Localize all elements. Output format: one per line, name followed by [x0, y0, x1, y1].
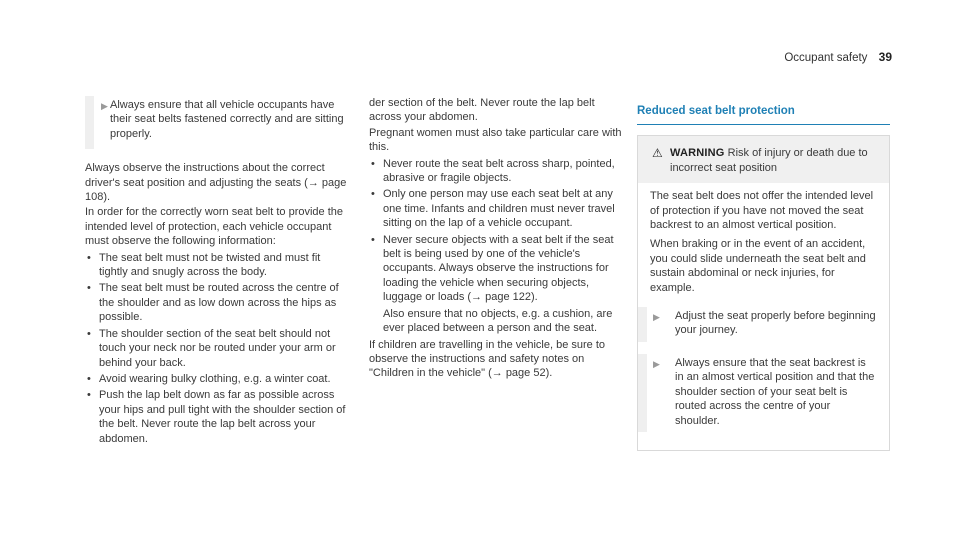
- warning-text-2: When braking or in the event of an accident, you could slide underneath the seat belt and sustain abdominal or neck injuries, for example.: [650, 238, 866, 294]
- list-item: • Never secure objects with a seat belt if the seat belt is being used by one of the vehicle's occupants. Always observe the instructions for loading the vehicle when securing objects, luggage or loads (→ page 122). Also ensure that no objects, e.g. a cushion, are ever placed between a person and the seat.: [369, 233, 624, 336]
- warning-body: [638, 183, 889, 450]
- warning-header: [638, 136, 889, 183]
- list-item: • Only one person may use each seat belt at any one time. Infants and children must never travel sitting on the lap of a vehicle occupant.: [371, 188, 615, 230]
- continued-text: der section of the belt. Never route the lap belt across your abdomen.: [369, 97, 595, 124]
- play-arrow-icon: ▶: [101, 101, 108, 111]
- section-title: Occupant safety: [784, 52, 868, 64]
- bullet-icon: •: [371, 188, 375, 201]
- list-item: • Avoid wearing bulky clothing, e.g. a winter coat.: [87, 372, 331, 385]
- section-heading: Reduced seat belt protection: [637, 104, 890, 125]
- bullet-list: [369, 157, 624, 336]
- bullet-list: [85, 251, 347, 446]
- list-item: • The seat belt must not be twisted and must fit tightly and snugly across the body.: [87, 251, 321, 279]
- bullet-icon: •: [371, 233, 375, 246]
- column-middle: [369, 96, 624, 382]
- bullet-icon: •: [87, 327, 91, 340]
- page-number: 39: [878, 50, 892, 64]
- bullet-icon: •: [87, 282, 91, 295]
- bullet-icon: •: [87, 372, 91, 385]
- play-arrow-icon: ▶: [653, 358, 660, 369]
- warning-box: [637, 135, 890, 451]
- warning-text-1: The seat belt does not offer the intended level of protection if you have not moved the seat backrest to an almost vertical position.: [650, 190, 874, 232]
- paragraph-seat-position: Always observe the instructions about the correct driver's seat position and adjusting the seats (→ page 108).: [85, 162, 347, 204]
- warning-triangle-icon: ⚠: [652, 146, 663, 161]
- warning-label: WARNING: [670, 147, 725, 160]
- list-item: • The shoulder section of the seat belt should not touch your neck nor be routed under your arm or behind your back.: [87, 327, 336, 369]
- pregnant-women-text: Pregnant women must also take particular care with this.: [369, 126, 622, 154]
- page-header: [784, 50, 892, 64]
- note-box: [85, 96, 347, 149]
- paragraph-protection: In order for the correctly worn seat belt to provide the intended level of protection, each vehicle occupant must observe the following information:: [85, 206, 344, 248]
- sub-paragraph: Also ensure that no objects, e.g. a cushion, are ever placed between a person and the seat.: [383, 307, 613, 335]
- list-item: • Push the lap belt down as far as possible across your hips and pull tight with the shoulder section of the belt. Never route the lap belt across your abdomen.: [87, 389, 346, 445]
- bullet-icon: •: [87, 251, 91, 264]
- instruction-step: ▶ Always ensure that the seat backrest is in an almost vertical position and that the shoulder section of your seat belt is routed across the centre of your shoulder.: [638, 354, 877, 432]
- children-paragraph: If children are travelling in the vehicle, be sure to observe the instructions and safety notes on "Children in the vehicle" (→ page 52).: [369, 338, 606, 380]
- bullet-icon: •: [371, 157, 375, 170]
- warning-title: Risk of injury or death due to incorrect seat position: [670, 147, 868, 174]
- bullet-icon: •: [87, 389, 91, 402]
- note-text: Always ensure that all vehicle occupants have their seat belts fastened correctly and are sitting properly.: [110, 99, 344, 140]
- list-item: • Never route the seat belt across sharp, pointed, abrasive or fragile objects.: [371, 157, 615, 185]
- column-left: [85, 96, 347, 448]
- instruction-step: ▶ Adjust the seat properly before beginning your journey.: [638, 307, 877, 342]
- play-arrow-icon: ▶: [653, 312, 660, 323]
- column-right: [637, 96, 890, 451]
- list-item: • The seat belt must be routed across the centre of the shoulder and as low down across the hips as possible.: [87, 282, 339, 324]
